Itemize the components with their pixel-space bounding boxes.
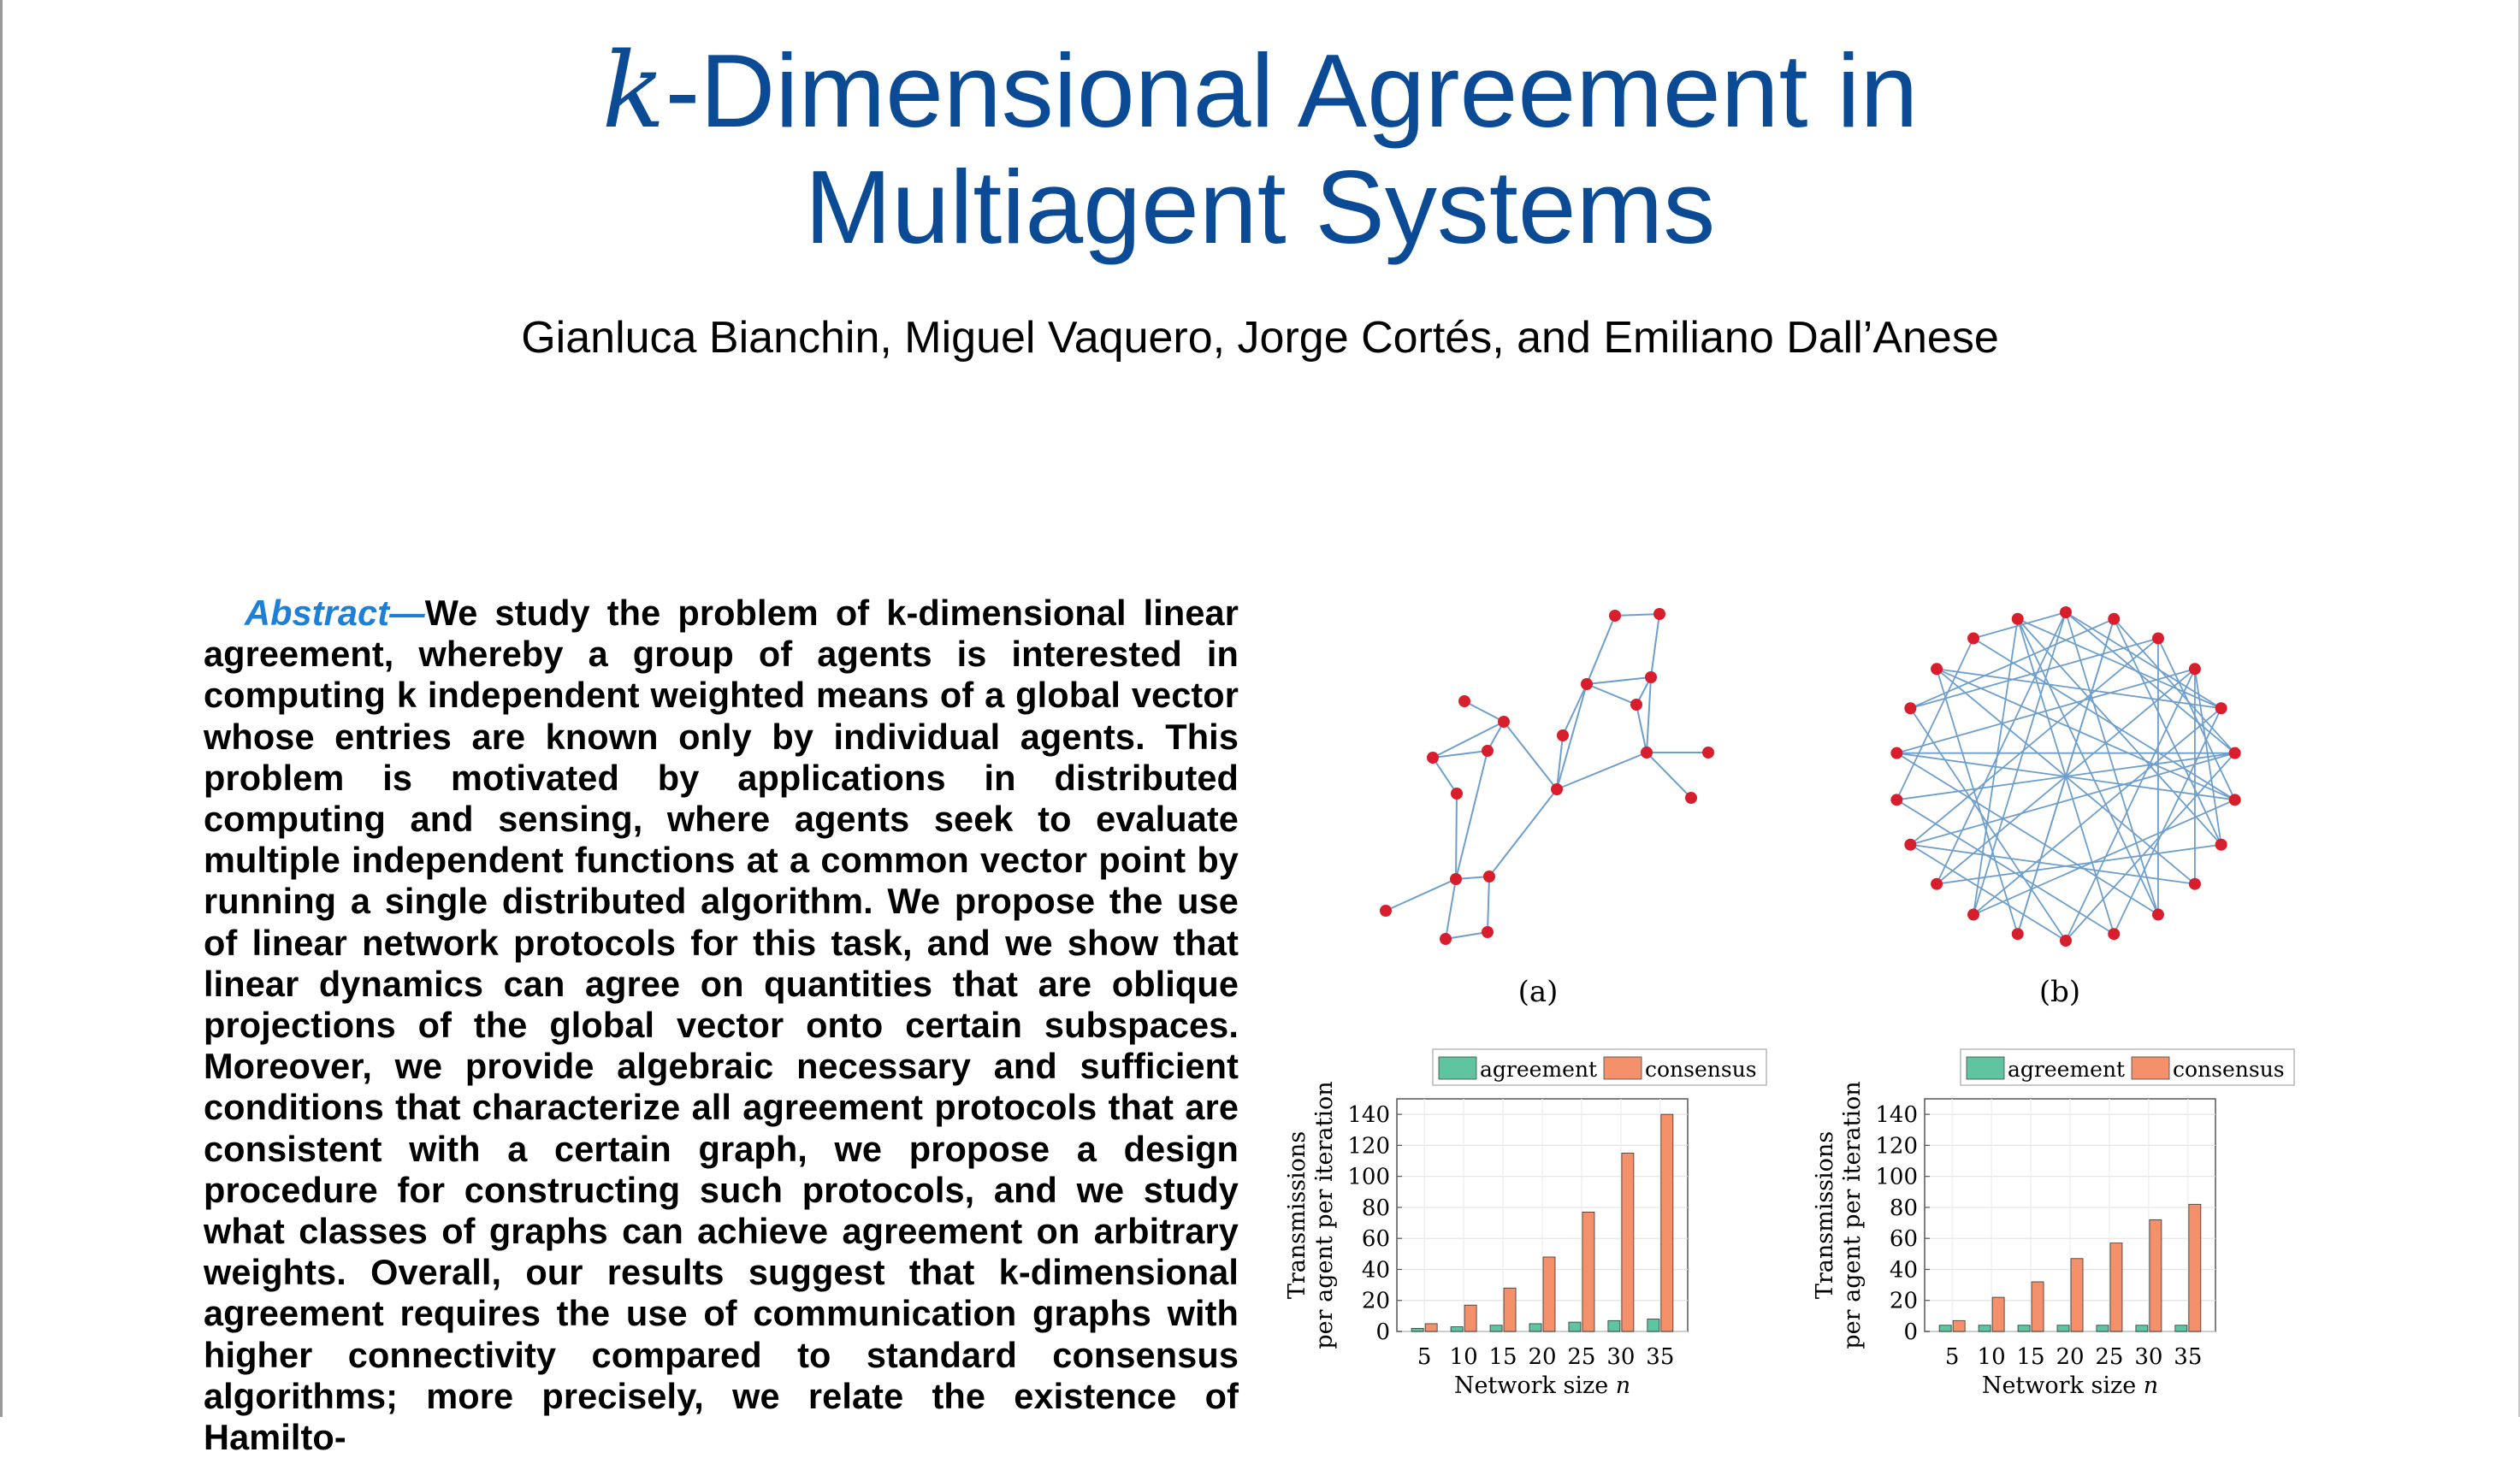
chart-right-ytick-label: 0 [1903, 1319, 1918, 1345]
chart-right-bar-consensus [2071, 1259, 2083, 1331]
chart-left-bar-consensus [1661, 1114, 1673, 1331]
chart-right-bar-agreement [2136, 1325, 2148, 1331]
chart-right-xtick-label: 35 [2174, 1344, 2203, 1370]
graph-a-node [1641, 747, 1653, 759]
bar-chart-left [1279, 1039, 1809, 1415]
graph-a-node [1482, 745, 1494, 757]
chart-right-ytick-label: 140 [1875, 1102, 1918, 1129]
graph-b-edge [1910, 845, 2066, 941]
abstract [204, 593, 1239, 1458]
graph-b-edge [1910, 845, 2195, 884]
paper-title [0, 32, 2520, 265]
graph-a-node [1685, 792, 1697, 804]
chart-left-xtick-label: 25 [1567, 1344, 1596, 1370]
chart-left-bar-consensus [1504, 1288, 1516, 1331]
chart-right-ytick-label: 100 [1875, 1164, 1918, 1190]
chart-left-bar-agreement [1490, 1325, 1502, 1331]
chart-right-ylabel-line1: Transmissions [1812, 1130, 1838, 1300]
title-variable: k [601, 30, 665, 151]
chart-right-ylabel-line2: per agent per iteration [1839, 1081, 1866, 1349]
graph-a-node [1440, 933, 1452, 945]
graph-b-node [2012, 928, 2024, 940]
graph-b-node [1890, 747, 1902, 759]
graph-a-edge [1446, 879, 1456, 939]
chart-right-legend-label-agreement: agreement [2008, 1057, 2126, 1082]
graph-a-node [1451, 788, 1463, 800]
author-list: Gianluca Bianchin, Miguel Vaquero, Jorge Cortés, and Emiliano Dall’Anese [521, 313, 1999, 363]
chart-left-ytick-label: 20 [1361, 1288, 1390, 1314]
chart-right-xtick-label: 15 [2016, 1344, 2045, 1370]
graph-a-node [1450, 873, 1462, 885]
chart-right-bar-consensus [1992, 1297, 2004, 1331]
chart-left-bar-agreement [1529, 1324, 1541, 1331]
caption-a: (a) [1517, 975, 1559, 1009]
bar-chart-right [1807, 1039, 2337, 1415]
graph-a-edge [1615, 614, 1659, 616]
graph-b-node [2060, 606, 2072, 618]
chart-left-legend-label-consensus: consensus [1645, 1057, 1757, 1082]
chart-left-xtick-label: 35 [1646, 1344, 1675, 1370]
chart-left-bar-agreement [1608, 1320, 1620, 1331]
graph-b-node [2229, 794, 2241, 806]
chart-left-bar-consensus [1582, 1212, 1594, 1331]
graph-a-edge [1587, 684, 1636, 705]
chart-left-ytick-label: 120 [1347, 1133, 1390, 1160]
chart-right-bar-agreement [2057, 1325, 2069, 1331]
graph-a-node [1653, 608, 1665, 620]
graph-a-edge [1504, 722, 1557, 789]
chart-right-bar-consensus [2032, 1282, 2044, 1331]
graph-a-node [1498, 716, 1510, 728]
chart-right-legend-swatch-agreement [1967, 1057, 2004, 1079]
chart-right-bar-consensus [1953, 1320, 1965, 1331]
chart-left-ytick-label: 100 [1347, 1164, 1390, 1190]
graph-a-edge [1488, 877, 1489, 932]
chart-right-bar-consensus [2110, 1243, 2122, 1331]
chart-right-xtick-label: 20 [2056, 1344, 2085, 1370]
chart-left-xtick-label: 10 [1449, 1344, 1478, 1370]
graph-b-edge [1973, 612, 2066, 915]
network-graph-a [1364, 599, 1749, 958]
graph-b-edge [2114, 619, 2221, 845]
chart-right-xtick-label: 10 [1977, 1344, 2006, 1370]
chart-right-bar-agreement [2097, 1325, 2109, 1331]
chart-left-ytick-label: 60 [1361, 1226, 1390, 1253]
graph-a-edge [1446, 932, 1488, 939]
graph-b-node [2189, 878, 2201, 890]
chart-left-bar-consensus [1543, 1257, 1555, 1331]
graph-b-node [2215, 702, 2227, 714]
graph-b-node [2108, 613, 2120, 625]
graph-a-node [1380, 905, 1392, 917]
graph-b-node [1931, 878, 1943, 890]
chart-left-ytick-label: 0 [1375, 1319, 1390, 1345]
chart-right-xlabel: Network size n [1981, 1372, 2159, 1399]
chart-right-legend [1961, 1049, 2294, 1085]
chart-right-xtick-label: 5 [1944, 1344, 1960, 1370]
chart-right-bar-consensus [2189, 1204, 2201, 1331]
graph-b-node [1967, 909, 1979, 921]
title-line-1-text: -Dimensional Agreement in [665, 32, 1919, 149]
graph-a-node [1427, 752, 1439, 764]
chart-left-xtick-label: 15 [1488, 1344, 1517, 1370]
graph-b-node [2189, 663, 2201, 675]
graph-a-edge [1489, 789, 1557, 877]
graph-a-edge [1557, 753, 1647, 789]
graph-b-edge [1910, 638, 2158, 844]
caption-b: (b) [2038, 975, 2081, 1009]
chart-right-legend-swatch-consensus [2132, 1057, 2169, 1079]
chart-left-bar-agreement [1411, 1328, 1423, 1331]
chart-right-bar-agreement [2175, 1325, 2187, 1331]
chart-left-legend-swatch-agreement [1439, 1057, 1476, 1079]
graph-a-edge [1647, 677, 1651, 753]
graph-a-edge [1464, 701, 1504, 722]
chart-right-legend-label-consensus: consensus [2173, 1057, 2285, 1082]
chart-left-ylabel-line1: Transmissions [1284, 1130, 1310, 1300]
graph-b-node [2108, 928, 2120, 940]
network-graph-b [1886, 599, 2254, 958]
chart-left-xtick-label: 5 [1417, 1344, 1432, 1370]
graph-a-edge [1456, 751, 1488, 879]
chart-left-bar-agreement [1647, 1319, 1659, 1331]
graph-a-node [1645, 671, 1657, 683]
chart-left-xtick-label: 20 [1528, 1344, 1557, 1370]
graph-a-edge [1587, 677, 1651, 684]
title-line-1 [0, 32, 2520, 149]
chart-left-bar-agreement [1569, 1322, 1581, 1331]
abstract-label: Abstract— [245, 593, 425, 633]
chart-left-bar-consensus [1622, 1153, 1634, 1331]
graph-b-node [1931, 663, 1943, 675]
chart-left-bar-agreement [1451, 1327, 1463, 1331]
graph-a-edge [1587, 616, 1615, 684]
graph-a-edge [1386, 879, 1456, 911]
chart-right-xtick-label: 30 [2134, 1344, 2163, 1370]
graph-a-node [1581, 678, 1593, 690]
graph-a-node [1630, 699, 1642, 711]
chart-left-bar-consensus [1464, 1305, 1476, 1331]
chart-right-ytick-label: 120 [1875, 1133, 1918, 1160]
chart-right-bar-agreement [1979, 1325, 1991, 1331]
graph-b-node [2229, 747, 2241, 759]
graph-b-edge [1896, 638, 1973, 800]
chart-right-ytick-label: 80 [1889, 1195, 1918, 1221]
abstract-text: We study the problem of k-dimensional linear agreement, whereby a group of agents is interested in computing k independent weighted means of a global vector whose entries are known only by individual agents. This problem is motivated by applications in distributed computing and sensing, where agents seek to evaluate multiple independent functions at a common vector point by running a single distributed algorithm. We propose the use of linear network protocols for this task, and we show that linear dynamics can agree on quantities that are oblique projections of the global vector onto certain subspaces. Moreover, we provide algebraic necessary and sufficient conditions that characterize all agreement protocols that are consistent with a certain graph, we propose a design procedure for constructing such protocols, and we study what classes of graphs can achieve agreement on arbitrary weights. Overall, our results suggest that k-dimensional agreement requires the use of communication graphs with higher connectivity compared to standard consensus algorithms; more precisely, we relate the existence of Hamilto- [204, 593, 1239, 1458]
graph-a-edge [1636, 705, 1647, 753]
chart-right-bar-agreement [1939, 1325, 1951, 1331]
graph-b-node [1904, 839, 1916, 851]
graph-b-node [2152, 909, 2164, 921]
chart-right-ytick-label: 20 [1889, 1288, 1918, 1314]
chart-left-legend-label-agreement: agreement [1480, 1057, 1598, 1082]
graph-b-node [2152, 632, 2164, 644]
graph-a-node [1702, 747, 1714, 759]
graph-a-node [1609, 610, 1621, 622]
chart-right-xtick-label: 25 [2095, 1344, 2124, 1370]
graph-b-node [1967, 632, 1979, 644]
graph-a-edge [1456, 794, 1457, 879]
graph-b-node [1904, 702, 1916, 714]
graph-a-node [1483, 871, 1495, 882]
chart-left-xlabel: Network size n [1453, 1372, 1631, 1399]
chart-right-bar-consensus [2150, 1219, 2162, 1331]
chart-right-ytick-label: 60 [1889, 1226, 1918, 1253]
graph-b-node [2215, 839, 2227, 851]
chart-left-ytick-label: 80 [1361, 1195, 1390, 1221]
chart-left-legend-swatch-consensus [1604, 1057, 1642, 1079]
chart-left-legend [1433, 1049, 1766, 1085]
graph-b-edge [1910, 619, 2114, 708]
graph-a-node [1482, 926, 1494, 938]
chart-right-ytick-label: 40 [1889, 1257, 1918, 1284]
graph-a-edge [1433, 758, 1457, 794]
graph-b-node [2060, 935, 2072, 947]
graph-b-node [2012, 613, 2024, 625]
graph-a-node [1551, 783, 1563, 795]
chart-left-ytick-label: 140 [1347, 1102, 1390, 1129]
chart-left-xtick-label: 30 [1606, 1344, 1636, 1370]
graph-a-edge [1651, 614, 1659, 677]
chart-left-bar-consensus [1425, 1324, 1437, 1331]
chart-right-bar-agreement [2018, 1325, 2030, 1331]
graph-a-edge [1647, 753, 1691, 798]
graph-b-node [1890, 794, 1902, 806]
graph-a-node [1557, 729, 1569, 741]
chart-left-ytick-label: 40 [1361, 1257, 1390, 1284]
chart-left-ylabel-line2: per agent per iteration [1311, 1081, 1338, 1349]
title-line-2: Multiagent Systems [804, 149, 1716, 265]
graph-a-node [1458, 695, 1470, 707]
